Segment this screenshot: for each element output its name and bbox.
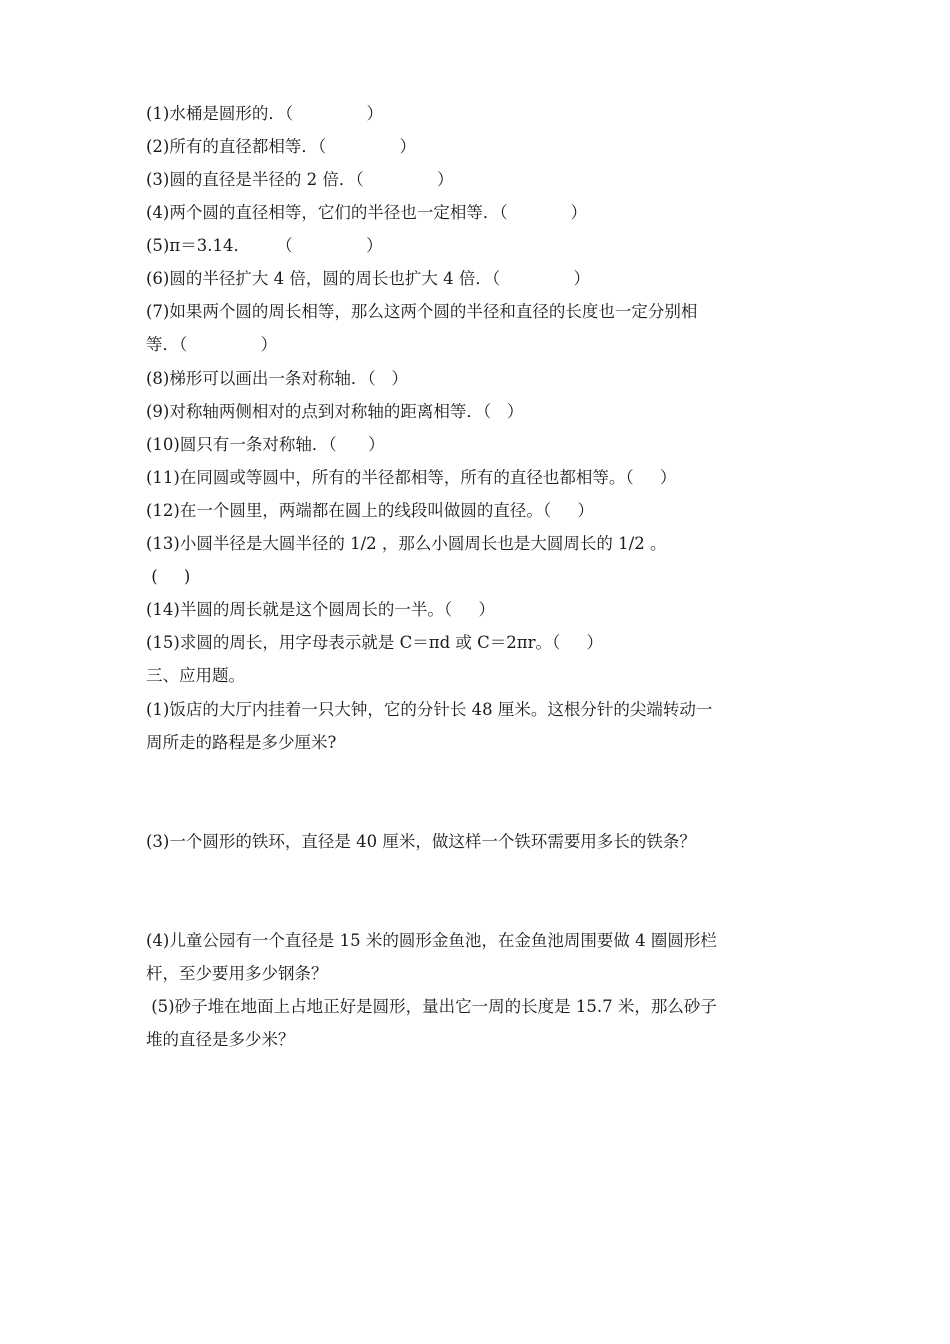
question-7-line2: 等．（ ） <box>146 335 278 354</box>
question-9: (9)对称轴两侧相对的点到对称轴的距离相等．（ ） <box>146 402 524 421</box>
question-2: (2)所有的直径都相等．（ ） <box>146 137 417 156</box>
question-7-line1: (7)如果两个圆的周长相等，那么这两个圆的半径和直径的长度也一定分别相 <box>146 302 698 321</box>
question-10: (10)圆只有一条对称轴．（ ） <box>146 435 385 454</box>
question-12: (12)在一个圆里，两端都在圆上的线段叫做圆的直径。（ ） <box>146 501 594 520</box>
section-title: 三、应用题。 <box>146 666 245 685</box>
question-11: (11)在同圆或等圆中，所有的半径都相等，所有的直径也都相等。（ ） <box>146 468 677 487</box>
question-6: (6)圆的半径扩大 4 倍，圆的周长也扩大 4 倍．（ ） <box>146 269 591 288</box>
application-5-line1: (5)砂子堆在地面上占地正好是圆形，量出它一周的长度是 15.7 米，那么砂子 <box>146 997 717 1016</box>
application-4-line2: 杆，至少要用多少钢条？ <box>146 964 328 983</box>
application-1-line1: (1)饭店的大厅内挂着一只大钟，它的分针长 48 厘米。这根分针的尖端转动一 <box>146 700 713 719</box>
application-3: (3)一个圆形的铁环，直径是 40 厘米，做这样一个铁环需要用多长的铁条？ <box>146 832 696 851</box>
question-13-line2: ( ) <box>146 567 191 586</box>
question-4: (4)两个圆的直径相等，它们的半径也一定相等．（ ） <box>146 203 588 222</box>
application-5-line2: 堆的直径是多少米？ <box>146 1030 295 1049</box>
application-1-line2: 周所走的路程是多少厘米? <box>146 733 337 752</box>
question-3: (3)圆的直径是半径的 2 倍．（ ） <box>146 170 454 189</box>
question-13-line1: (13)小圆半径是大圆半径的 1/2 ，那么小圆周长也是大圆周长的 1/2 。 <box>146 534 667 553</box>
question-15: (15)求圆的周长，用字母表示就是 C＝πd 或 C＝2πr。（ ） <box>146 633 603 652</box>
application-4-line1: (4)儿童公园有一个直径是 15 米的圆形金鱼池，在金鱼池周围要做 4 圈圆形栏 <box>146 931 717 950</box>
question-8: (8)梯形可以画出一条对称轴．（ ） <box>146 369 408 388</box>
question-1: (1)水桶是圆形的．（ ） <box>146 104 384 123</box>
question-14: (14)半圆的周长就是这个圆周长的一半。（ ） <box>146 600 495 619</box>
question-5: (5)π＝3.14． （ ） <box>146 236 383 255</box>
